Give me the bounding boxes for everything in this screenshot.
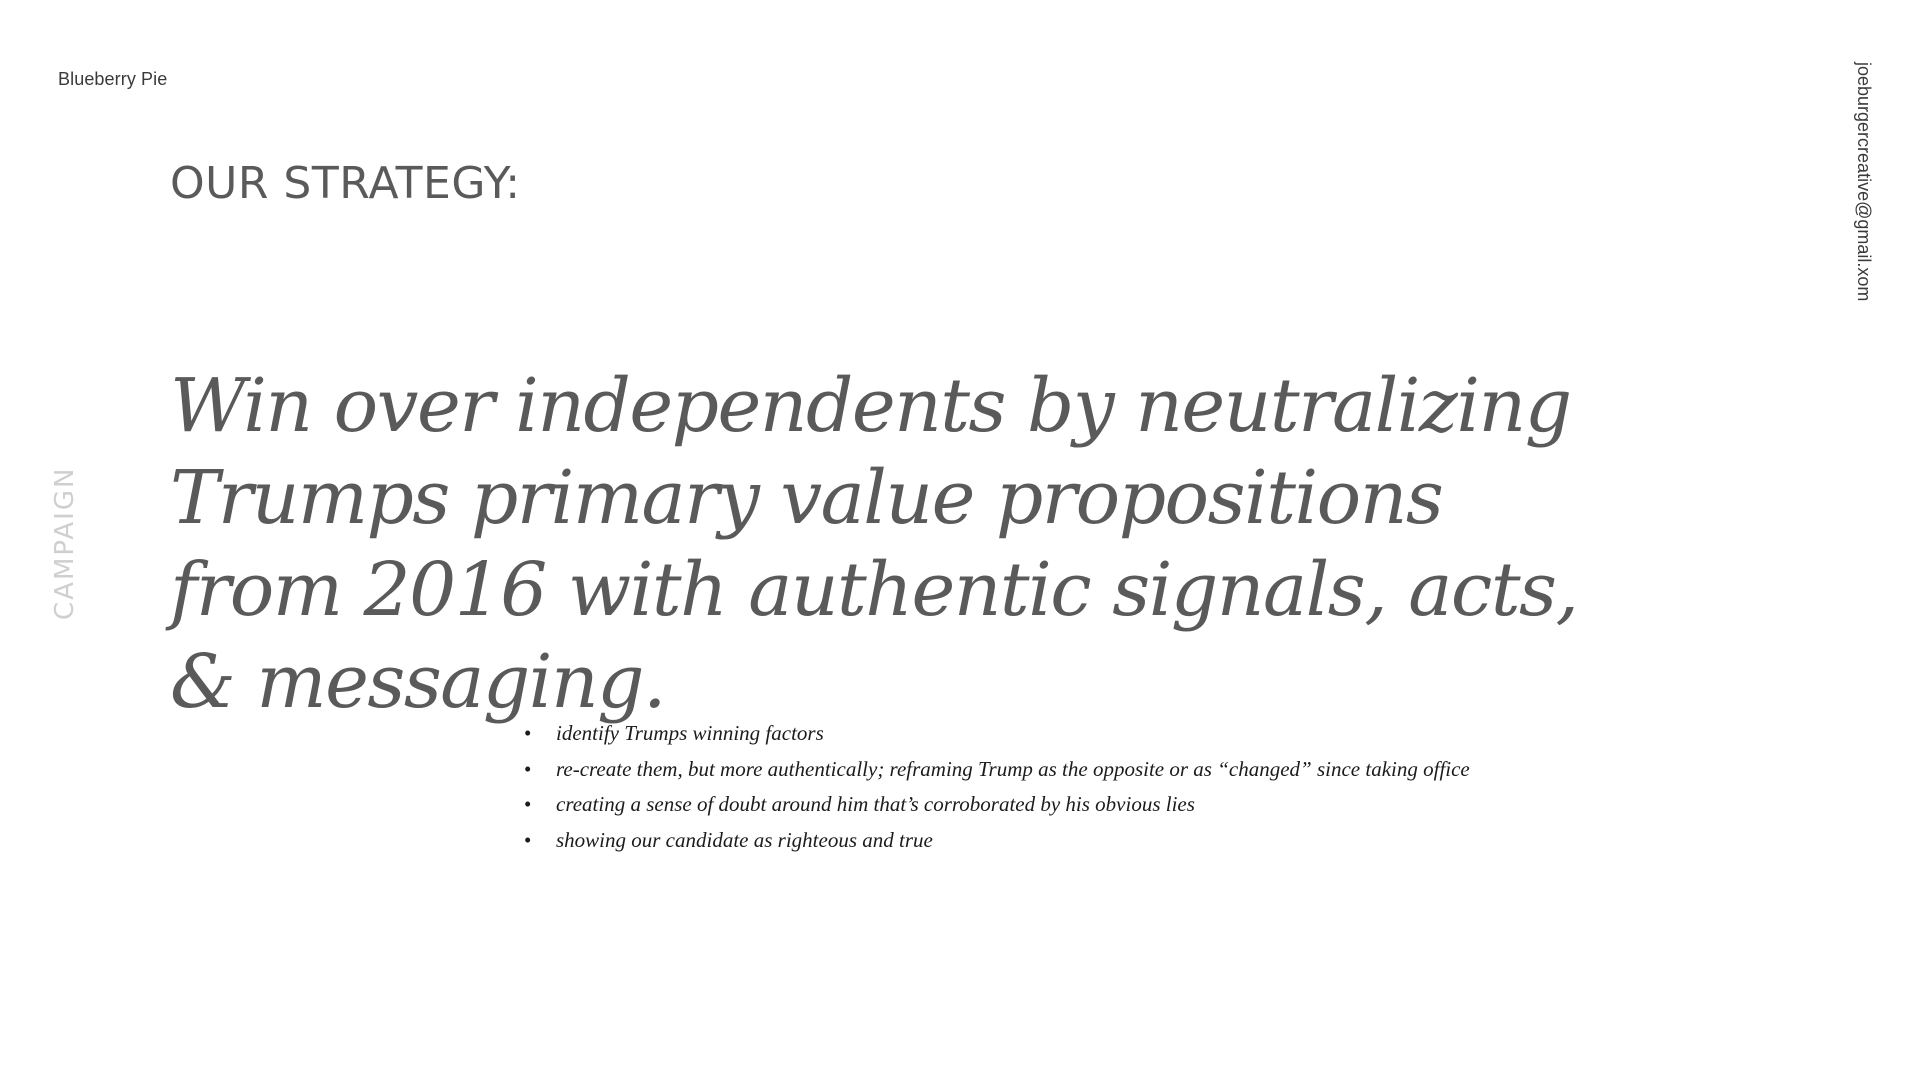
brand-name: Blueberry Pie [58,69,168,89]
bullet-item [520,752,1470,788]
bullet-text: showing our candidate as righteous and true [556,827,933,852]
bullet-icon: • [524,721,532,745]
strategy-statement: Win over independents by neutralizing Trumps primary value propositions from 2016 with authentic signals, acts, & messaging. [170,363,1578,725]
contact-email: joeburgercreative@gmail.xom [1854,62,1874,302]
bullet-text: creating a sense of doubt around him that’s corroborated by his obvious lies [556,792,1195,816]
bullet-item [520,716,1470,752]
bullet-icon: • [524,792,532,816]
strategy-bullet-list [520,716,1470,858]
section-label: CAMPAIGN [50,466,80,620]
bullet-item [520,823,1470,859]
bullet-text: re-create them, but more authentically; reframing Trump as the opposite or as “changed” since taking office [556,756,1470,781]
bullet-icon: • [524,756,532,781]
slide-heading: OUR STRATEGY: [170,158,521,209]
bullet-icon: • [524,827,532,852]
bullet-text: identify Trumps winning factors [556,721,824,745]
bullet-item [520,787,1470,823]
